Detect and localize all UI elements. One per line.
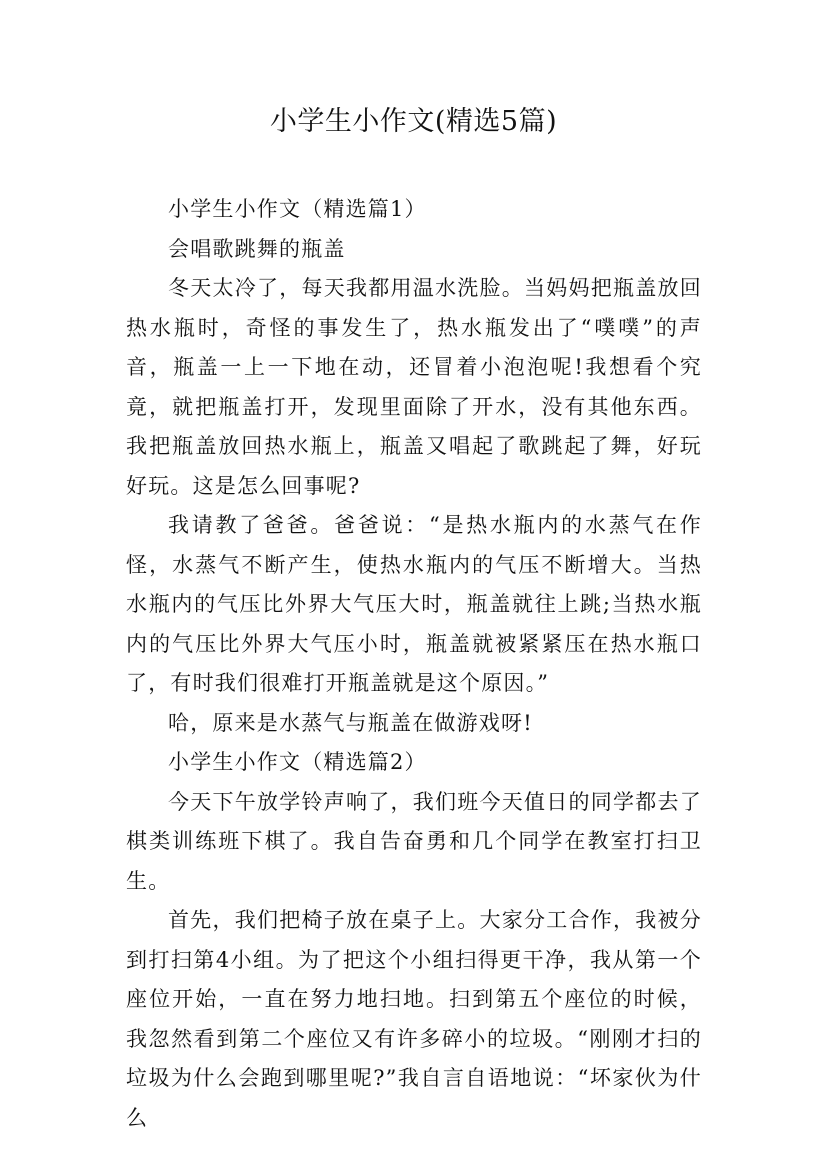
- section-heading-2: 小学生小作文（精选篇2）: [168, 750, 427, 774]
- document-body: [126, 190, 702, 1138]
- paragraph: 哈，原来是水蒸气与瓶盖在做游戏呀!: [168, 710, 533, 735]
- paragraph: 冬天太冷了，每天我都用温水洗脸。当妈妈把瓶盖放回热水瓶时，奇怪的事发生了，热水瓶发出了“噗噗”的声音，瓶盖一上一下地在动，还冒着小泡泡呢!我想看个究竟，就把瓶盖打开，发现里面除了开水，没有其他东西。我把瓶盖放回热水瓶上，瓶盖又唱起了歌跳起了舞，好玩好玩。这是怎么回事呢?: [126, 276, 702, 498]
- section-heading-1: 小学生小作文（精选篇1）: [168, 197, 427, 221]
- paragraph: 我请教了爸爸。爸爸说：“是热水瓶内的水蒸气在作怪，水蒸气不断产生，使热水瓶内的气压不断增大。当热水瓶内的气压比外界大气压大时，瓶盖就往上跳;当热水瓶内的气压比外界大气压小时，瓶盖就被紧紧压在热水瓶口了，有时我们很难打开瓶盖就是这个原因。”: [126, 513, 702, 695]
- essay-title-1: 会唱歌跳舞的瓶盖: [168, 236, 346, 261]
- paragraph: 首先，我们把椅子放在桌子上。大家分工合作，我被分到打扫第4小组。为了把这个小组扫得更干净，我从第一个座位开始，一直在努力地扫地。扫到第五个座位的时候，我忽然看到第二个座位又有许多碎小的垃圾。“刚刚才扫的垃圾为什么会跑到哪里呢?”我自言自语地说：“坏家伙为什么: [126, 908, 702, 1130]
- document-title: 小学生小作文(精选5篇): [269, 106, 558, 137]
- paragraph: 今天下午放学铃声响了，我们班今天值日的同学都去了棋类训练班下棋了。我自告奋勇和几个同学在教室打扫卫生。: [126, 789, 702, 893]
